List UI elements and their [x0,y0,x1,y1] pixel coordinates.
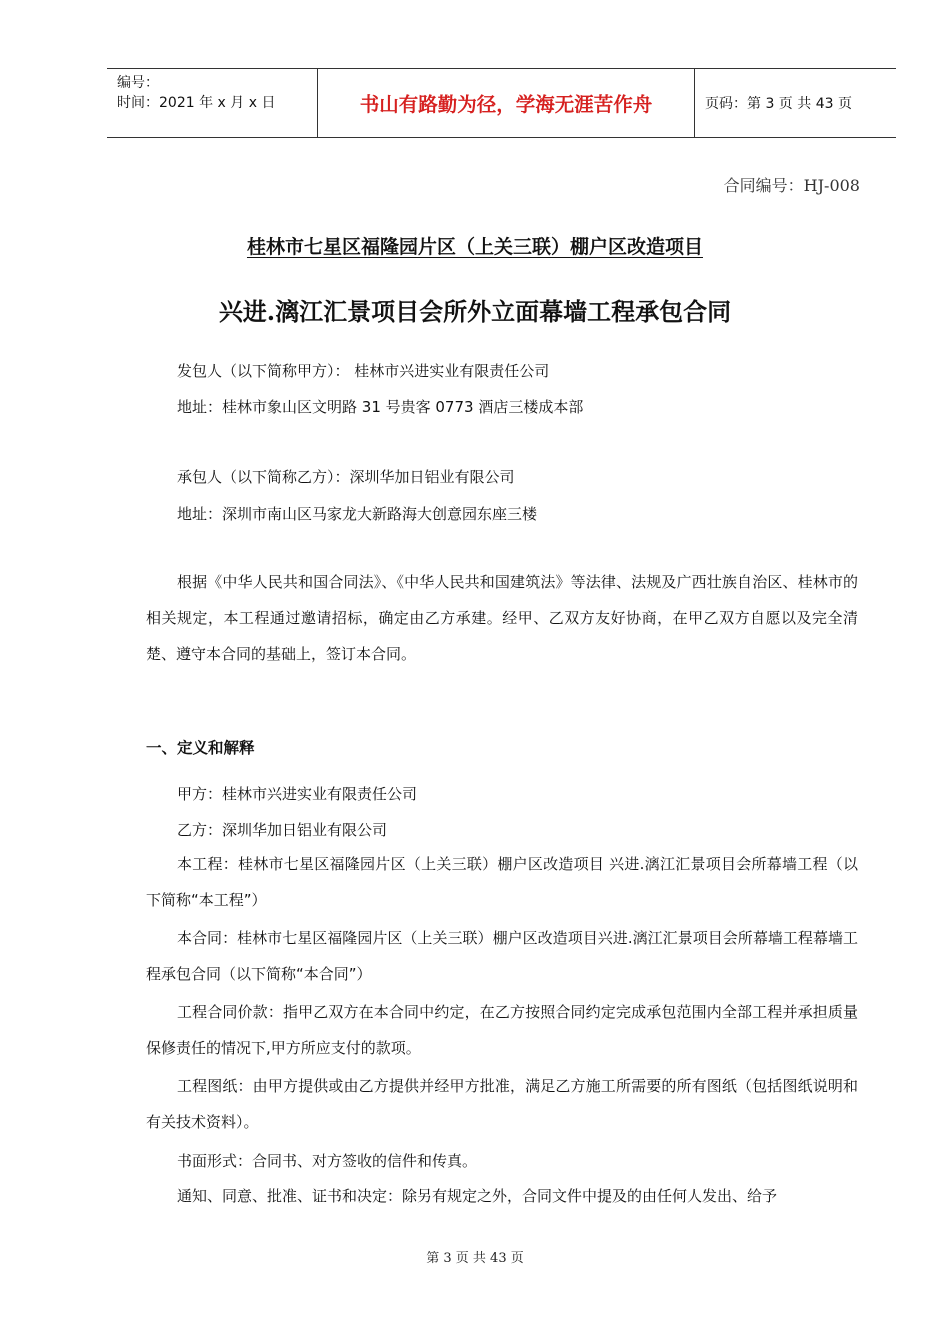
contractor-line: 承包人（以下简称乙方）：深圳华加日铝业有限公司 [177,468,515,486]
section-heading: 一、定义和解释 [146,739,255,757]
header-page-info: 页码：第 3 页 共 43 页 [705,96,852,112]
page-footer: 第 3 页 共 43 页 [426,1251,524,1266]
contractor-address: 地址：深圳市南山区马家龙大新路海大创意园东座三楼 [177,505,538,523]
preamble-paragraph: 根据《中华人民共和国合同法》、《中华人民共和国建筑法》等法律、法规及广西壮族自治区、桂林市的相关规定，本工程通过邀请招标，确定由乙方承建。经甲、乙双方友好协商，在甲乙双方自愿以及完全清楚、遵守本合同的基础上，签订本合同。 [146,573,858,663]
contract-number: 合同编号：HJ-008 [723,176,860,195]
definition-party-b: 乙方：深圳华加日铝业有限公司 [177,821,388,839]
employer-address: 地址：桂林市象山区文明路 31 号贵客 0773 酒店三楼成本部 [177,398,584,416]
contract-title: 兴进.漓江汇景项目会所外立面幕墙工程承包合同 [218,297,732,326]
serial-label: 编号： [117,75,159,91]
project-title: 桂林市七星区福隆园片区（上关三联）棚户区改造项目 [246,236,703,258]
definition-price: 工程合同价款：指甲乙双方在本合同中约定，在乙方按照合同约定完成承包范围内全部工程并承担质量保修责任的情况下,甲方所应支付的款项。 [146,1003,858,1057]
page-header [107,68,896,138]
time-label: 时间：2021 年 x 月 x 日 [117,95,276,111]
employer-line: 发包人（以下简称甲方）： 桂林市兴进实业有限责任公司 [177,362,550,380]
definition-drawings: 工程图纸：由甲方提供或由乙方提供并经甲方批准，满足乙方施工所需要的所有图纸（包括图纸说明和有关技术资料）。 [146,1077,858,1131]
header-left-cell [107,69,317,137]
definition-party-a: 甲方：桂林市兴进实业有限责任公司 [177,785,418,803]
definition-project: 本工程：桂林市七星区福隆园片区（上关三联）棚户区改造项目 兴进.漓江汇景项目会所幕墙工程（以下简称“本工程”） [146,855,858,909]
header-motto: 书山有路勤为径，学海无涯苦作舟 [317,69,695,137]
definition-notices: 通知、同意、批准、证书和决定：除另有规定之外，合同文件中提及的由任何人发出、给予 [177,1187,778,1205]
definition-contract: 本合同：桂林市七星区福隆园片区（上关三联）棚户区改造项目兴进.漓江汇景项目会所幕墙工程幕墙工程承包合同（以下简称“本合同”） [146,929,858,983]
definition-written: 书面形式：合同书、对方签收的信件和传真。 [177,1152,478,1170]
